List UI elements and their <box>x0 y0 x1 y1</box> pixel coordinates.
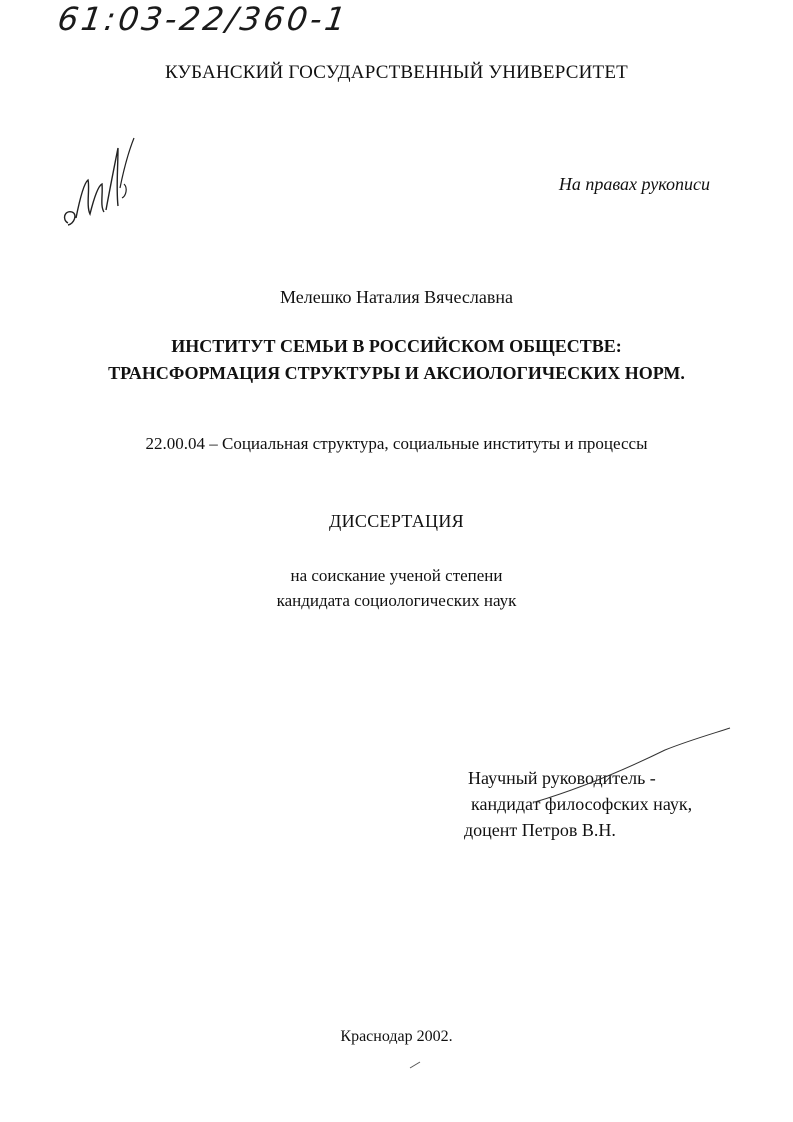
author-name: Мелешко Наталия Вячеславна <box>280 287 513 307</box>
supervisor-line-3: доцент Петров В.Н. <box>464 820 616 840</box>
title-line-1: ИНСТИТУТ СЕМЬИ В РОССИЙСКОМ ОБЩЕСТВЕ: <box>171 336 622 356</box>
title-line-2: ТРАНСФОРМАЦИЯ СТРУКТУРЫ И АКСИОЛОГИЧЕСКИХ НОРМ. <box>108 363 685 383</box>
degree-line-2: кандидата социологических наук <box>276 591 517 610</box>
pen-stroke-footer <box>410 1062 420 1068</box>
handwritten-signature-mark <box>58 128 148 238</box>
supervisor-line-1: Научный руководитель - <box>468 768 656 788</box>
document-type: ДИССЕРТАЦИЯ <box>329 511 464 531</box>
university-name: КУБАНСКИЙ ГОСУДАРСТВЕННЫЙ УНИВЕРСИТЕТ <box>165 62 628 83</box>
specialty-code: 22.00.04 – Социальная структура, социальные институты и процессы <box>145 434 648 453</box>
scientific-supervisor <box>462 765 692 843</box>
handwritten-archive-code: 61:03-22/360-1 <box>55 0 351 38</box>
degree-sought <box>0 563 793 613</box>
supervisor-line-2: кандидат философских наук, <box>471 794 693 814</box>
manuscript-rights-note: На правах рукописи <box>558 174 710 194</box>
degree-line-1: на соискание ученой степени <box>290 566 503 585</box>
city-and-year: Краснодар 2002. <box>340 1028 453 1045</box>
dissertation-title <box>0 333 793 387</box>
